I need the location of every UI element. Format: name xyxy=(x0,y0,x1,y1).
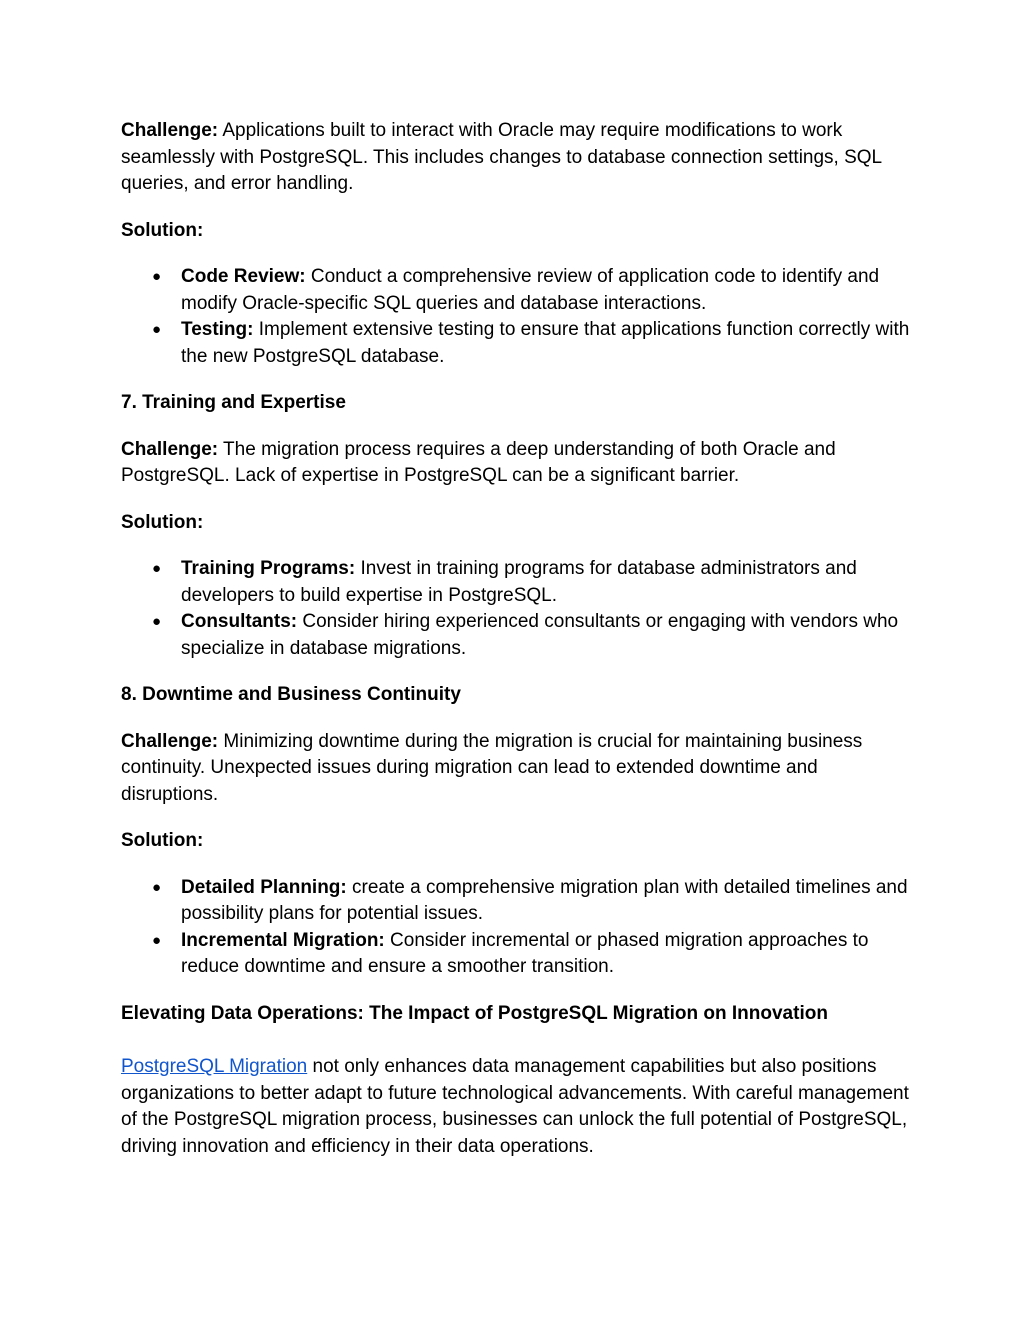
list-item xyxy=(121,609,911,662)
bullet-icon: ● xyxy=(152,613,162,630)
list-item xyxy=(121,875,911,928)
bullet-label: Incremental Migration: xyxy=(181,929,385,951)
challenge-text: Minimizing downtime during the migration is crucial for maintaining business continuity. Unexpected issues during migration can lead to extended downtime and disruptions. xyxy=(121,730,863,805)
bullet-label: Consultants: xyxy=(181,611,298,632)
list-item xyxy=(121,556,911,609)
bullet-text: create a comprehensive migration plan with detailed timelines and possibility plans for potential issues. xyxy=(181,876,908,924)
bullet-label: Detailed Planning: xyxy=(181,876,347,898)
bullet-icon: ● xyxy=(152,931,162,949)
solution-list xyxy=(121,264,911,370)
bullet-icon: ● xyxy=(152,321,162,338)
closing-text: not only enhances data management capabilities but also positions organizations to better adapt to future technological advancements. With careful management of the PostgreSQL migration process, businesses can unlock the full potential of PostgreSQL, driving innovation and efficiency in their data operations. xyxy=(121,1056,909,1157)
challenge-label: Challenge: xyxy=(121,438,219,460)
postgresql-migration-link[interactable]: PostgreSQL Migration xyxy=(121,1056,308,1077)
document-page xyxy=(121,118,911,1160)
solution-label: Solution: xyxy=(121,511,204,533)
challenge-label: Challenge: xyxy=(121,730,219,752)
challenge-text: Applications built to interact with Oracle may require modifications to work seamlessly with PostgreSQL. This includes changes to database connection settings, SQL queries, and error handling. xyxy=(121,120,882,194)
bullet-label: Code Review: xyxy=(181,266,306,287)
bullet-label: Training Programs: xyxy=(181,558,356,579)
bullet-icon: ● xyxy=(152,268,162,285)
list-item xyxy=(121,264,911,317)
challenge-paragraph xyxy=(121,118,911,198)
list-item xyxy=(121,317,911,370)
bullet-text: Invest in training programs for database administrators and developers to build expertise in PostgreSQL. xyxy=(181,558,857,606)
bullet-icon: ● xyxy=(152,560,162,577)
solution-list xyxy=(121,556,911,662)
section-heading: 8. Downtime and Business Continuity xyxy=(121,684,461,705)
challenge-text: The migration process requires a deep understanding of both Oracle and PostgreSQL. Lack of expertise in PostgreSQL can be a significant barrier. xyxy=(121,438,836,486)
challenge-paragraph xyxy=(121,729,911,809)
challenge-paragraph xyxy=(121,437,911,490)
solution-label: Solution: xyxy=(121,830,204,851)
closing-heading: Elevating Data Operations: The Impact of PostgreSQL Migration on Innovation xyxy=(121,1002,828,1024)
bullet-text: Consider incremental or phased migration approaches to reduce downtime and ensure a smoother transition. xyxy=(181,929,869,977)
bullet-label: Testing: xyxy=(181,319,254,340)
challenge-label: Challenge: xyxy=(121,120,219,141)
bullet-text: Conduct a comprehensive review of application code to identify and modify Oracle-specific SQL queries and database interactions. xyxy=(181,266,880,314)
solution-list xyxy=(121,875,911,981)
closing-paragraph xyxy=(121,1054,911,1160)
bullet-icon: ● xyxy=(152,878,162,896)
solution-label: Solution: xyxy=(121,219,204,241)
bullet-text: Consider hiring experienced consultants or engaging with vendors who specialize in database migrations. xyxy=(181,611,899,659)
section-heading: 7. Training and Expertise xyxy=(121,392,346,413)
bullet-text: Implement extensive testing to ensure that applications function correctly with the new PostgreSQL database. xyxy=(181,319,910,367)
list-item xyxy=(121,928,911,981)
